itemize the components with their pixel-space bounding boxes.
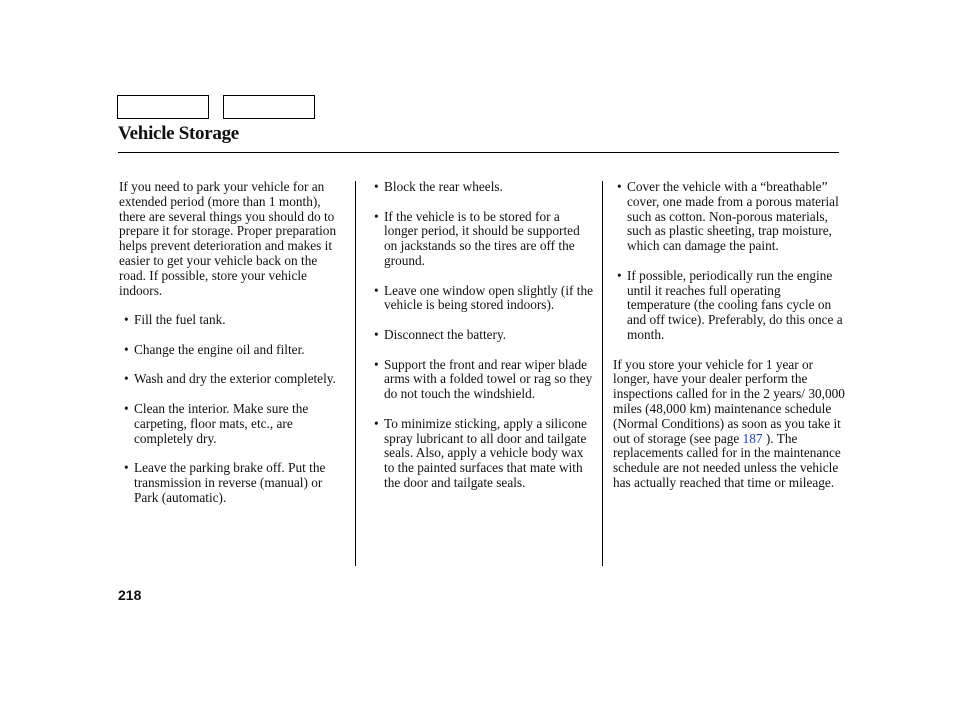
list-item: • If the vehicle is to be stored for a longer period, it should be supported on jackstands so the tires are off the ground.: [374, 208, 580, 268]
column-2: [370, 180, 594, 506]
list-item: • Disconnect the battery.: [374, 326, 507, 342]
column-1: [119, 180, 347, 520]
list-item: • To minimize sticking, apply a silicone spray lubricant to all door and tailgate seals. Also, apply a vehicle body wax to the painted surfaces that mate with the door and tailgate seals.: [374, 415, 587, 490]
bullet-icon: •: [124, 341, 129, 357]
bullet-icon: •: [374, 179, 379, 194]
bullet-icon: •: [124, 400, 129, 416]
list-item: • Leave one window open slightly (if the vehicle is being stored indoors).: [374, 282, 594, 313]
page-number: 218: [118, 587, 142, 603]
bullet-icon: •: [617, 267, 622, 283]
bullet-icon: •: [374, 326, 379, 342]
bullet-icon: •: [617, 179, 622, 194]
bullet-icon: •: [374, 282, 379, 298]
list-item: • Wash and dry the exterior completely.: [124, 371, 336, 387]
bullet-icon: •: [374, 415, 379, 431]
bullet-icon: •: [124, 371, 129, 387]
page-title: Vehicle Storage: [118, 123, 239, 144]
nav-button-next[interactable]: [223, 95, 315, 119]
list-item: • Change the engine oil and filter.: [124, 341, 305, 357]
page-reference-link[interactable]: 187: [742, 430, 763, 446]
bullet-icon: •: [374, 208, 379, 224]
list-item: • Cover the vehicle with a “breathable” cover, one made from a porous material such as cotton. Non-porous materials, such as plastic sheeting, trap moisture, which can damage the paint.: [617, 179, 839, 254]
list-item: • Block the rear wheels.: [374, 179, 503, 194]
list-item: • Leave the parking brake off. Put the transmission in reverse (manual) or Park (automatic).: [124, 460, 326, 505]
list-item: • Clean the interior. Make sure the carpeting, floor mats, etc., are completely dry.: [124, 400, 309, 446]
title-divider: [118, 152, 839, 153]
column-divider: [602, 181, 603, 566]
nav-button-previous[interactable]: [117, 95, 209, 119]
bullet-icon: •: [374, 356, 379, 372]
column-divider: [355, 181, 356, 566]
list-item: • Fill the fuel tank.: [124, 312, 226, 328]
list-item: • If possible, periodically run the engine until it reaches full operating temperature (the cooling fans cycle on and off twice). Preferably, do this once a month.: [617, 267, 843, 342]
intro-paragraph: If you need to park your vehicle for an extended period (more than 1 month), there are several things you should do to prepare it for storage. Proper preparation helps prevent deterioration and makes it easier to get your vehicle back on the road. If possible, store your vehicle indoors.: [119, 179, 337, 298]
closing-paragraph: If you store your vehicle for 1 year or longer, have your dealer perform the inspections called for in the 2 years/ 30,000 miles (48,000 km) maintenance schedule (Normal Conditions) as soon as you take it out of storage (see page 187 ). The replacements called for in the maintenance schedule are not needed unless the vehicle has actually reached that time or mileage.: [613, 356, 845, 490]
list-item: • Support the front and rear wiper blade arms with a folded towel or rag so they do not touch the windshield.: [374, 356, 593, 402]
bullet-icon: •: [124, 312, 129, 328]
bullet-icon: •: [124, 460, 129, 476]
column-3: [613, 180, 847, 491]
